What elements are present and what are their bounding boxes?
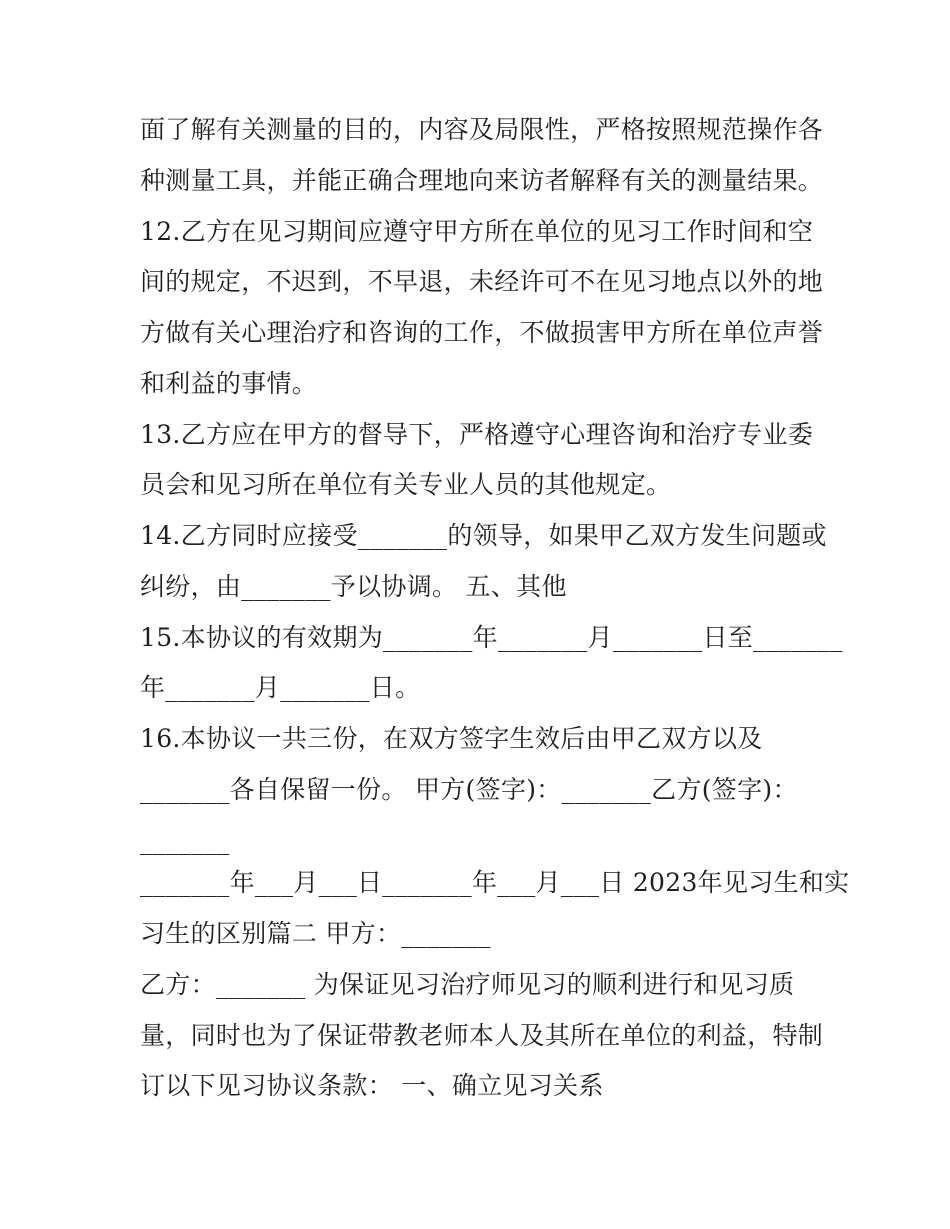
text-line: 方做有关心理治疗和咨询的工作，不做损害甲方所在单位声誉	[140, 318, 824, 347]
text-line: 习生的区别篇二 甲方：_______	[140, 919, 491, 948]
text-line: 面了解有关测量的目的，内容及局限性，严格按照规范操作各	[140, 115, 824, 144]
text-line: 14.乙方同时应接受_______的领导，如果甲乙双方发生问题或	[140, 521, 827, 550]
text-line: 13.乙方应在甲方的督导下，严格遵守心理咨询和治疗专业委	[140, 420, 814, 449]
text-line: 12.乙方在见习期间应遵守甲方所在单位的见习工作时间和空	[140, 217, 814, 246]
text-line: 间的规定，不迟到，不早退，未经许可不在见习地点以外的地	[140, 267, 824, 296]
text-line: _______年___月___日_______年___月___日 2023年见习生和实	[140, 868, 850, 897]
text-line: 种测量工具，并能正确合理地向来访者解释有关的测量结果。	[140, 166, 824, 195]
text-line: 和利益的事情。	[140, 369, 318, 398]
text-line: 员会和见习所在单位有关专业人员的其他规定。	[140, 470, 672, 499]
text-line: 15.本协议的有效期为_______年_______月_______日至_______	[140, 623, 843, 652]
text-line: 订以下见习协议条款： 一、确立见习关系	[140, 1071, 604, 1100]
text-line: 乙方：_______ 为保证见习治疗师见习的顺利进行和见习质	[140, 970, 795, 999]
text-line: 16.本协议一共三份，在双方签字生效后由甲乙双方以及	[140, 724, 763, 753]
text-line: 纠纷，由_______予以协调。 五、其他	[140, 572, 567, 601]
text-line: _______各自保留一份。 甲方(签字)：_______乙方(签字)：	[140, 775, 798, 804]
text-line: _______	[140, 826, 230, 855]
text-line: 年_______月_______日。	[140, 673, 421, 702]
text-line: 量，同时也为了保证带教老师本人及其所在单位的利益，特制	[140, 1021, 824, 1050]
